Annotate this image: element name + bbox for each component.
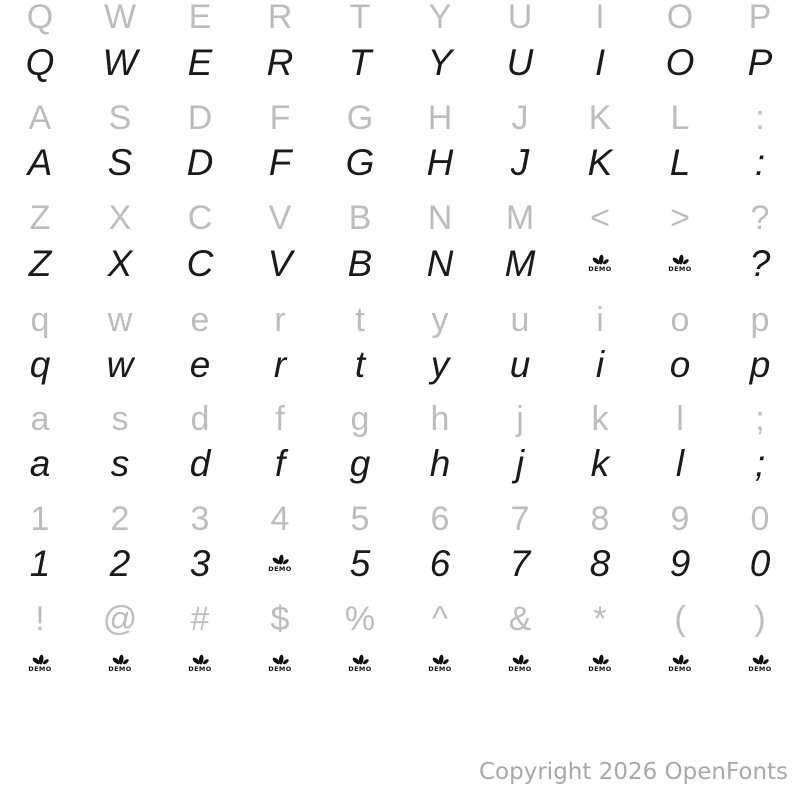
font-glyph-char: a: [29, 442, 51, 484]
reference-char-row: [0, 601, 800, 637]
reference-char: s: [111, 400, 129, 438]
reference-char: ^: [432, 600, 448, 638]
font-glyph-char: g: [349, 442, 371, 484]
font-glyph-char: R: [266, 41, 294, 83]
font-glyph-char: f: [274, 442, 286, 484]
fleuron-icon: [270, 654, 291, 666]
demo-placeholder-label: DEMO: [588, 264, 612, 273]
font-glyph-char: u: [509, 343, 531, 385]
reference-char: Y: [428, 0, 452, 36]
reference-char: 0: [750, 500, 770, 538]
reference-char-row: [0, 200, 800, 236]
reference-char: G: [346, 99, 374, 137]
fleuron-icon: [190, 654, 211, 666]
reference-char: 1: [30, 500, 50, 538]
reference-char: X: [108, 199, 132, 237]
font-glyph-char: B: [347, 242, 373, 284]
font-glyph-char: 9: [669, 542, 691, 584]
reference-char-row: [0, 302, 800, 338]
font-glyph-char: K: [587, 141, 613, 183]
reference-char: %: [344, 600, 376, 638]
reference-char: F: [269, 99, 291, 137]
demo-placeholder-label: DEMO: [428, 664, 452, 673]
reference-char: ;: [755, 400, 765, 438]
reference-char: g: [350, 400, 370, 438]
reference-char: 5: [350, 500, 370, 538]
reference-char: R: [267, 0, 293, 36]
reference-char: >: [670, 199, 690, 237]
font-glyph-char: Z: [28, 242, 52, 284]
reference-char: 3: [190, 500, 210, 538]
reference-char: O: [666, 0, 694, 36]
demo-placeholder-label: DEMO: [348, 664, 372, 673]
demo-placeholder-label: DEMO: [748, 664, 772, 673]
font-glyph-char: M: [504, 242, 536, 284]
demo-placeholder-glyph: [348, 654, 371, 673]
font-glyph-row: [0, 535, 800, 591]
reference-char: 4: [270, 500, 290, 538]
reference-char: e: [190, 301, 210, 339]
reference-char: D: [187, 99, 213, 137]
font-glyph-char: ;: [754, 442, 766, 484]
reference-char: j: [516, 400, 524, 438]
reference-char: T: [349, 0, 371, 36]
fleuron-icon: [750, 654, 771, 666]
reference-char: h: [430, 400, 450, 438]
font-glyph-char: p: [749, 343, 771, 385]
demo-placeholder-glyph: [268, 654, 291, 673]
font-glyph-char: k: [590, 442, 610, 484]
font-glyph-char: I: [594, 41, 606, 83]
font-glyph-char: 1: [29, 542, 51, 584]
reference-char: (: [674, 600, 686, 638]
demo-placeholder-label: DEMO: [668, 664, 692, 673]
font-glyph-char: 5: [349, 542, 371, 584]
reference-char: P: [748, 0, 772, 36]
reference-char: V: [268, 199, 292, 237]
font-glyph-row: [0, 235, 800, 291]
font-glyph-char: d: [189, 442, 211, 484]
font-glyph-char: G: [345, 141, 375, 183]
demo-placeholder-glyph: [588, 254, 611, 273]
font-glyph-char: w: [106, 343, 134, 385]
font-glyph-char: j: [515, 442, 525, 484]
reference-char: f: [275, 400, 285, 438]
font-glyph-char: J: [510, 141, 530, 183]
reference-char: q: [30, 301, 50, 339]
reference-char: E: [188, 0, 212, 36]
demo-placeholder-glyph: [188, 654, 211, 673]
fleuron-icon: [270, 554, 291, 566]
fleuron-icon: [670, 654, 691, 666]
font-glyph-char: X: [107, 242, 133, 284]
fleuron-icon: [670, 254, 691, 266]
font-glyph-char: C: [186, 242, 214, 284]
reference-char: M: [505, 199, 535, 237]
demo-placeholder-glyph: [668, 254, 691, 273]
font-glyph-char: O: [665, 41, 695, 83]
reference-char: W: [103, 0, 137, 36]
font-glyph-char: 8: [589, 542, 611, 584]
reference-char: 6: [430, 500, 450, 538]
font-glyph-row: [0, 34, 800, 90]
reference-char-row: [0, 501, 800, 537]
demo-placeholder-glyph: [428, 654, 451, 673]
fleuron-icon: [30, 654, 51, 666]
demo-placeholder-glyph: [508, 654, 531, 673]
demo-placeholder-label: DEMO: [588, 664, 612, 673]
reference-char: A: [28, 99, 52, 137]
font-glyph-char: A: [27, 141, 53, 183]
font-glyph-char: F: [268, 141, 292, 183]
reference-char: K: [588, 99, 612, 137]
font-glyph-char: t: [354, 343, 366, 385]
reference-char: !: [35, 600, 45, 638]
demo-placeholder-glyph: [588, 654, 611, 673]
demo-placeholder-glyph: [268, 554, 291, 573]
reference-char: I: [595, 0, 605, 36]
demo-placeholder-glyph: [748, 654, 771, 673]
demo-placeholder-label: DEMO: [668, 264, 692, 273]
reference-char: ?: [750, 199, 770, 237]
reference-char-row: [0, 401, 800, 437]
reference-char: w: [107, 301, 133, 339]
font-glyph-char: l: [675, 442, 685, 484]
demo-placeholder-label: DEMO: [268, 664, 292, 673]
reference-char: 8: [590, 500, 610, 538]
reference-char: i: [596, 301, 604, 339]
font-glyph-char: r: [273, 343, 287, 385]
font-glyph-char: H: [426, 141, 454, 183]
reference-char: #: [190, 600, 210, 638]
reference-char: L: [670, 99, 690, 137]
reference-char: *: [593, 600, 607, 638]
demo-placeholder-glyph: [668, 654, 691, 673]
reference-char: &: [508, 600, 532, 638]
font-glyph-char: L: [669, 141, 691, 183]
reference-char: U: [507, 0, 533, 36]
font-glyph-char: q: [29, 343, 51, 385]
font-glyph-row: [0, 435, 800, 491]
fleuron-icon: [110, 654, 131, 666]
font-glyph-char: W: [102, 41, 138, 83]
reference-char: Q: [26, 0, 54, 36]
reference-char: a: [30, 400, 50, 438]
font-glyph-char: Q: [25, 41, 55, 83]
reference-char: ): [754, 600, 766, 638]
font-glyph-char: :: [754, 141, 766, 183]
reference-char: p: [750, 301, 770, 339]
fleuron-icon: [350, 654, 371, 666]
reference-char: o: [670, 301, 690, 339]
reference-char: <: [590, 199, 610, 237]
fleuron-icon: [510, 654, 531, 666]
fleuron-icon: [590, 654, 611, 666]
demo-placeholder-glyph: [28, 654, 51, 673]
font-glyph-char: y: [430, 343, 450, 385]
reference-char: C: [187, 199, 213, 237]
copyright-text: Copyright 2026 OpenFonts: [479, 759, 789, 785]
font-glyph-char: P: [747, 41, 773, 83]
font-glyph-char: V: [267, 242, 293, 284]
reference-char: 9: [670, 500, 690, 538]
fleuron-icon: [590, 254, 611, 266]
demo-placeholder-label: DEMO: [508, 664, 532, 673]
fleuron-icon: [430, 654, 451, 666]
demo-placeholder-label: DEMO: [28, 664, 52, 673]
reference-char: 2: [110, 500, 130, 538]
font-glyph-row: [0, 336, 800, 392]
reference-char: r: [274, 301, 286, 339]
reference-char-row: [0, 100, 800, 136]
font-glyph-char: D: [186, 141, 214, 183]
font-glyph-char: N: [426, 242, 454, 284]
reference-char: :: [755, 99, 765, 137]
demo-placeholder-glyph: [108, 654, 131, 673]
reference-char: Z: [29, 199, 51, 237]
font-glyph-char: Y: [427, 41, 453, 83]
font-glyph-char: s: [110, 442, 130, 484]
reference-char: u: [510, 301, 530, 339]
reference-char: 7: [510, 500, 530, 538]
reference-char: k: [591, 400, 609, 438]
font-glyph-char: o: [669, 343, 691, 385]
reference-char: d: [190, 400, 210, 438]
font-glyph-char: 0: [749, 542, 771, 584]
font-glyph-char: 3: [189, 542, 211, 584]
reference-char: y: [431, 301, 449, 339]
reference-char: B: [348, 199, 372, 237]
demo-placeholder-label: DEMO: [108, 664, 132, 673]
font-glyph-char: i: [595, 343, 605, 385]
font-glyph-char: 2: [109, 542, 131, 584]
font-glyph-row: [0, 134, 800, 190]
reference-char: S: [108, 99, 132, 137]
font-glyph-char: e: [189, 343, 211, 385]
font-glyph-char: T: [348, 41, 372, 83]
reference-char: J: [511, 99, 529, 137]
font-glyph-row: [0, 635, 800, 691]
font-glyph-char: E: [187, 41, 213, 83]
reference-char: t: [355, 301, 365, 339]
font-glyph-char: S: [107, 141, 133, 183]
font-glyph-char: U: [506, 41, 534, 83]
reference-char: l: [676, 400, 684, 438]
font-glyph-char: ?: [749, 242, 771, 284]
reference-char: N: [427, 199, 453, 237]
reference-char-row: [0, 0, 800, 35]
reference-char: $: [270, 600, 290, 638]
font-glyph-char: 7: [509, 542, 531, 584]
reference-char: @: [102, 600, 138, 638]
demo-placeholder-label: DEMO: [268, 564, 292, 573]
font-glyph-char: 6: [429, 542, 451, 584]
reference-char: H: [427, 99, 453, 137]
demo-placeholder-label: DEMO: [188, 664, 212, 673]
font-glyph-char: h: [429, 442, 451, 484]
